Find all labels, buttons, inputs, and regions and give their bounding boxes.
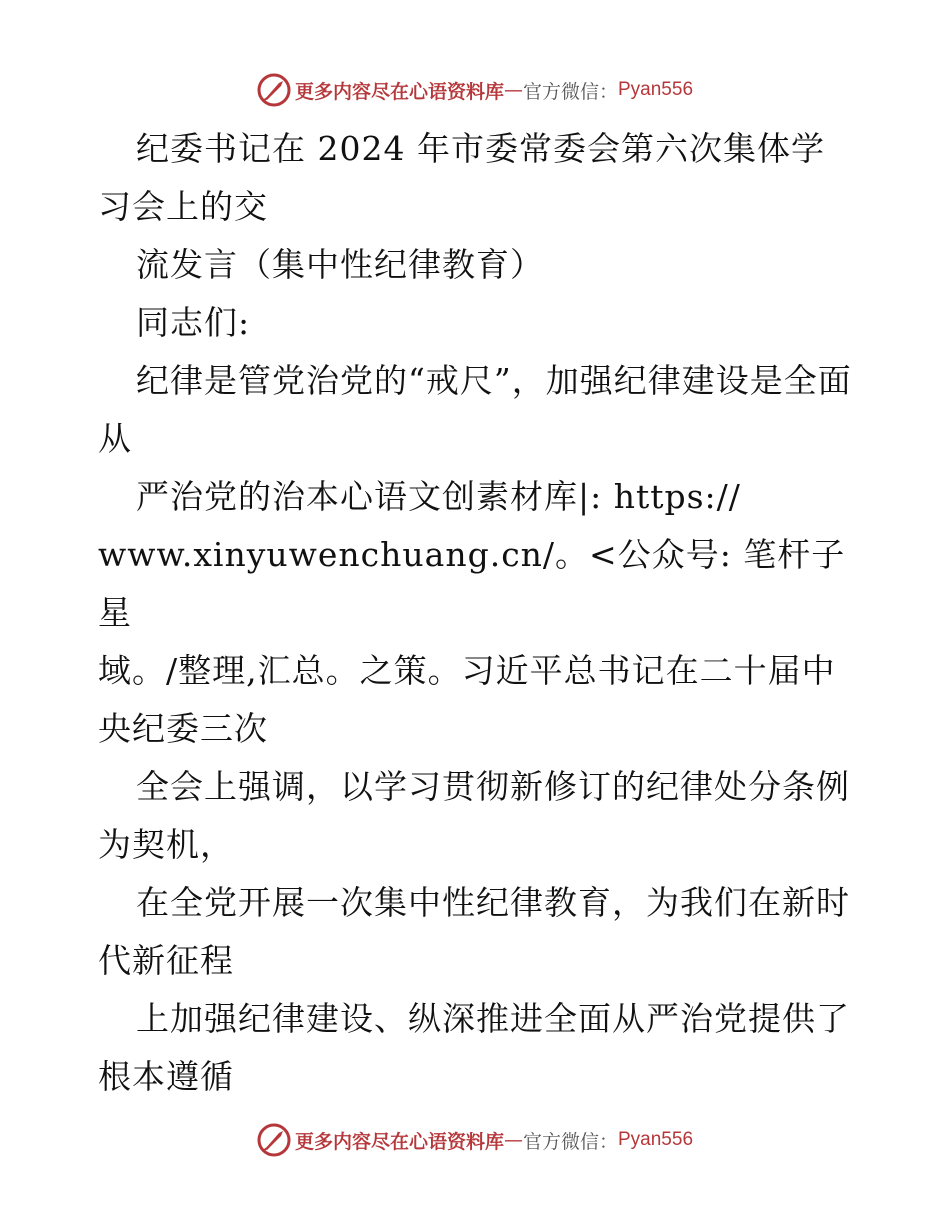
salutation: 同志们: [136,303,251,342]
body-paragraph: 纪律是管党治党的“戒尺”，加强纪律建设是全面从 [98,361,852,458]
wechat-id: Pyan556 [618,79,694,100]
separator-dash: — [503,1129,523,1151]
body-paragraph: 严治党的治本心语文创素材库|: https:// [136,477,741,516]
site-name: 更多内容尽在心语资料库 [294,80,504,103]
document-title-line-1: 纪委书记在 2024 年市委常委会第六次集体学习会上的交 [98,129,825,226]
body-paragraph: 域。/整理,汇总。之策。习近平总书记在二十届中央纪委三次 [98,651,836,748]
body-paragraph: 全会上强调，以学习贯彻新修订的纪律处分条例为契机， [98,767,850,864]
body-paragraph: 在全党开展一次集中性纪律教育，为我们在新时代新征程 [98,883,850,980]
header-banner [0,72,950,108]
wechat-id: Pyan556 [618,1129,694,1150]
body-paragraph: www.xinyuwenchuang.cn/。<公众号: 笔杆子星 [98,535,846,632]
quill-pen-icon [257,73,291,107]
quill-pen-icon [257,1123,291,1157]
official-wechat-label: 官方微信： [522,80,618,103]
document-body [98,120,858,1106]
separator-dash: — [503,79,523,101]
body-paragraph: 上加强纪律建设、纵深推进全面从严治党提供了根本遵循 [98,999,850,1096]
footer-banner [0,1122,950,1158]
official-wechat-label: 官方微信： [522,1130,618,1153]
document-title-line-2: 流发言（集中性纪律教育） [136,245,544,284]
site-name: 更多内容尽在心语资料库 [294,1130,504,1153]
